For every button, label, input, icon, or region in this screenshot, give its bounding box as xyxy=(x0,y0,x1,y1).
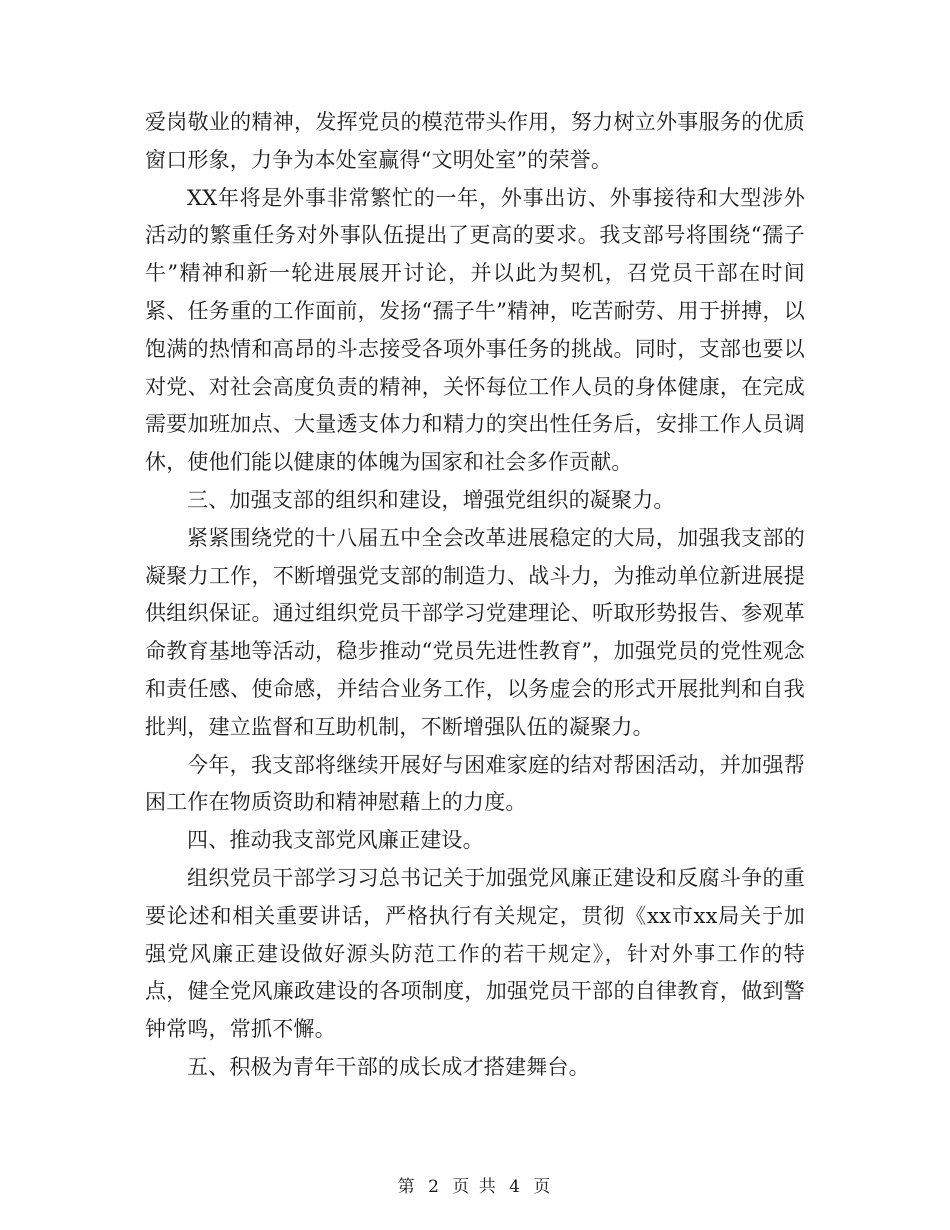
paragraph-4: 紧紧围绕党的十八届五中全会改革进展稳定的大局，加强我支部的凝聚力工作，不断增强党支部的制造力、战斗力，为推动单位新进展提供组织保证。通过组织党员干部学习党建理论、听取形势报告、参观革命教育基地等活动，稳步推动“党员先进性教育”，加强党员的党性观念和责任感、使命感，并结合业务工作，以务虚会的形式开展批判和自我批判，建立监督和互助机制，不断增强队伍的凝聚力。 xyxy=(145,525,805,739)
document-body xyxy=(145,104,805,1087)
footer-total-pages: 4 xyxy=(509,1177,522,1197)
paragraph-7: 组织党员干部学习习总书记关于加强党风廉正建设和反腐斗争的重要论述和相关重要讲话，严格执行有关规定，贯彻《xx市xx局关于加强党风廉正建设做好源头防范工作的若干规定》，针对外事工作的特点，健全党风廉政建设的各项制度，加强党员干部的自律教育，做到警钟常鸣，常抓不懈。 xyxy=(145,865,805,1042)
footer-suffix: 页 xyxy=(533,1177,553,1197)
paragraph-2: XX年将是外事非常繁忙的一年，外事出访、外事接待和大型涉外活动的繁重任务对外事队伍提出了更高的要求。我支部号将围绕“孺子牛”精神和新一轮进展展开讨论，并以此为契机，召党员干部在时间紧、任务重的工作面前，发扬“孺子牛”精神，吃苦耐劳、用于拼搏，以饱满的热情和高昂的斗志接受各项外事任务的挑战。同时，支部也要以对党、对社会高度负责的精神，关怀每位工作人员的身体健康，在完成需要加班加点、大量透支体力和精力的突出性任务后，安排工作人员调休，使他们能以健康的体魄为国家和社会多作贡献。 xyxy=(145,185,805,475)
section-heading-5: 五、积极为青年干部的成长成才搭建舞台。 xyxy=(187,1054,590,1079)
section-heading-4: 四、推动我支部党风廉正建设。 xyxy=(187,828,484,853)
page-footer xyxy=(0,1172,950,1197)
footer-page-number: 2 xyxy=(428,1177,441,1197)
paragraph-5: 今年，我支部将继续开展好与困难家庭的结对帮困活动，并加强帮困工作在物质资助和精神慰藉上的力度。 xyxy=(145,752,805,815)
paragraph-1: 爱岗敬业的精神，发挥党员的模范带头作用，努力树立外事服务的优质窗口形象，力争为本处室赢得“文明处室”的荣誉。 xyxy=(145,110,805,172)
section-heading-3: 三、加强支部的组织和建设，增强党组织的凝聚力。 xyxy=(187,487,675,512)
footer-prefix: 第 xyxy=(397,1177,417,1197)
footer-middle: 页 共 xyxy=(452,1177,498,1197)
